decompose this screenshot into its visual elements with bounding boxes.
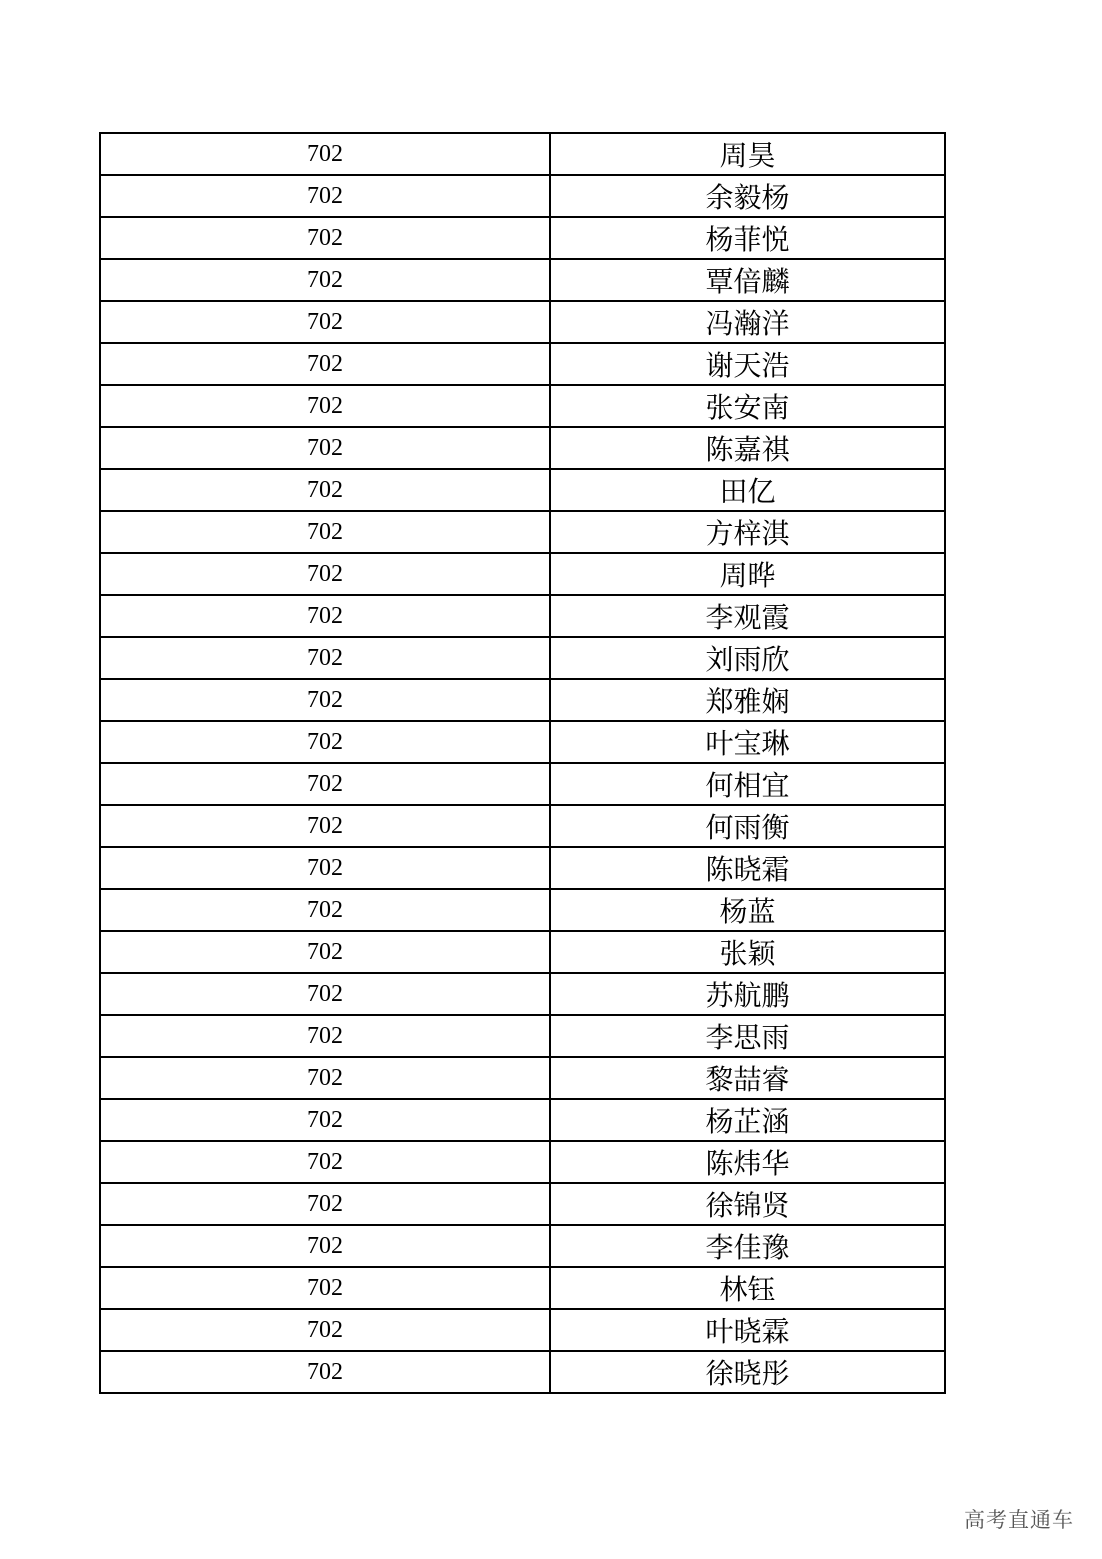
score-cell: 702 <box>100 763 550 805</box>
score-cell: 702 <box>100 889 550 931</box>
score-cell: 702 <box>100 553 550 595</box>
name-cell: 田亿 <box>550 469 945 511</box>
name-cell: 徐晓彤 <box>550 1351 945 1393</box>
score-cell: 702 <box>100 1099 550 1141</box>
score-table-body <box>100 133 945 1393</box>
score-cell: 702 <box>100 301 550 343</box>
score-cell: 702 <box>100 847 550 889</box>
name-cell: 覃偣麟 <box>550 259 945 301</box>
score-cell: 702 <box>100 511 550 553</box>
name-cell: 李观霞 <box>550 595 945 637</box>
table-row <box>100 1141 945 1183</box>
score-cell: 702 <box>100 469 550 511</box>
table-row <box>100 595 945 637</box>
table-row <box>100 301 945 343</box>
name-cell: 何相宜 <box>550 763 945 805</box>
score-cell: 702 <box>100 1183 550 1225</box>
name-cell: 余毅杨 <box>550 175 945 217</box>
watermark-text: 高考直通车 <box>964 1508 1074 1532</box>
table-row <box>100 1057 945 1099</box>
name-cell: 叶晓霖 <box>550 1309 945 1351</box>
table-row <box>100 133 945 175</box>
name-cell: 林钰 <box>550 1267 945 1309</box>
name-cell: 徐锦贤 <box>550 1183 945 1225</box>
score-cell: 702 <box>100 1309 550 1351</box>
table-row <box>100 175 945 217</box>
score-cell: 702 <box>100 595 550 637</box>
table-row <box>100 511 945 553</box>
name-cell: 苏航鹏 <box>550 973 945 1015</box>
score-cell: 702 <box>100 133 550 175</box>
score-cell: 702 <box>100 427 550 469</box>
name-cell: 方梓淇 <box>550 511 945 553</box>
name-cell: 冯瀚洋 <box>550 301 945 343</box>
table-row <box>100 259 945 301</box>
name-cell: 刘雨欣 <box>550 637 945 679</box>
name-cell: 杨芷涵 <box>550 1099 945 1141</box>
score-cell: 702 <box>100 973 550 1015</box>
name-cell: 叶宝琳 <box>550 721 945 763</box>
score-cell: 702 <box>100 1141 550 1183</box>
score-cell: 702 <box>100 343 550 385</box>
name-cell: 何雨衡 <box>550 805 945 847</box>
table-row <box>100 973 945 1015</box>
table-row <box>100 763 945 805</box>
table-row <box>100 1351 945 1393</box>
name-cell: 周晔 <box>550 553 945 595</box>
table-row <box>100 553 945 595</box>
score-cell: 702 <box>100 931 550 973</box>
table-row <box>100 805 945 847</box>
table-row <box>100 1225 945 1267</box>
score-cell: 702 <box>100 805 550 847</box>
table-row <box>100 1309 945 1351</box>
name-cell: 李思雨 <box>550 1015 945 1057</box>
table-row <box>100 217 945 259</box>
table-row <box>100 1015 945 1057</box>
score-cell: 702 <box>100 1267 550 1309</box>
score-cell: 702 <box>100 1015 550 1057</box>
table-row <box>100 1183 945 1225</box>
table-row <box>100 847 945 889</box>
name-cell: 杨蓝 <box>550 889 945 931</box>
table-row <box>100 469 945 511</box>
name-cell: 郑雅娴 <box>550 679 945 721</box>
table-row <box>100 931 945 973</box>
name-cell: 杨菲悦 <box>550 217 945 259</box>
score-cell: 702 <box>100 1057 550 1099</box>
score-cell: 702 <box>100 1225 550 1267</box>
table-row <box>100 343 945 385</box>
score-cell: 702 <box>100 1351 550 1393</box>
table-row <box>100 679 945 721</box>
score-cell: 702 <box>100 637 550 679</box>
score-cell: 702 <box>100 175 550 217</box>
table-row <box>100 1099 945 1141</box>
score-cell: 702 <box>100 385 550 427</box>
name-cell: 李佳豫 <box>550 1225 945 1267</box>
name-cell: 陈炜华 <box>550 1141 945 1183</box>
name-cell: 陈晓霜 <box>550 847 945 889</box>
score-table <box>99 132 946 1394</box>
table-row <box>100 637 945 679</box>
table-row <box>100 1267 945 1309</box>
name-cell: 黎喆睿 <box>550 1057 945 1099</box>
score-cell: 702 <box>100 679 550 721</box>
name-cell: 张颖 <box>550 931 945 973</box>
name-cell: 谢天浩 <box>550 343 945 385</box>
score-cell: 702 <box>100 259 550 301</box>
table-row <box>100 721 945 763</box>
score-cell: 702 <box>100 217 550 259</box>
table-row <box>100 889 945 931</box>
name-cell: 张安南 <box>550 385 945 427</box>
name-cell: 周昊 <box>550 133 945 175</box>
table-row <box>100 427 945 469</box>
table-row <box>100 385 945 427</box>
score-cell: 702 <box>100 721 550 763</box>
name-cell: 陈嘉祺 <box>550 427 945 469</box>
